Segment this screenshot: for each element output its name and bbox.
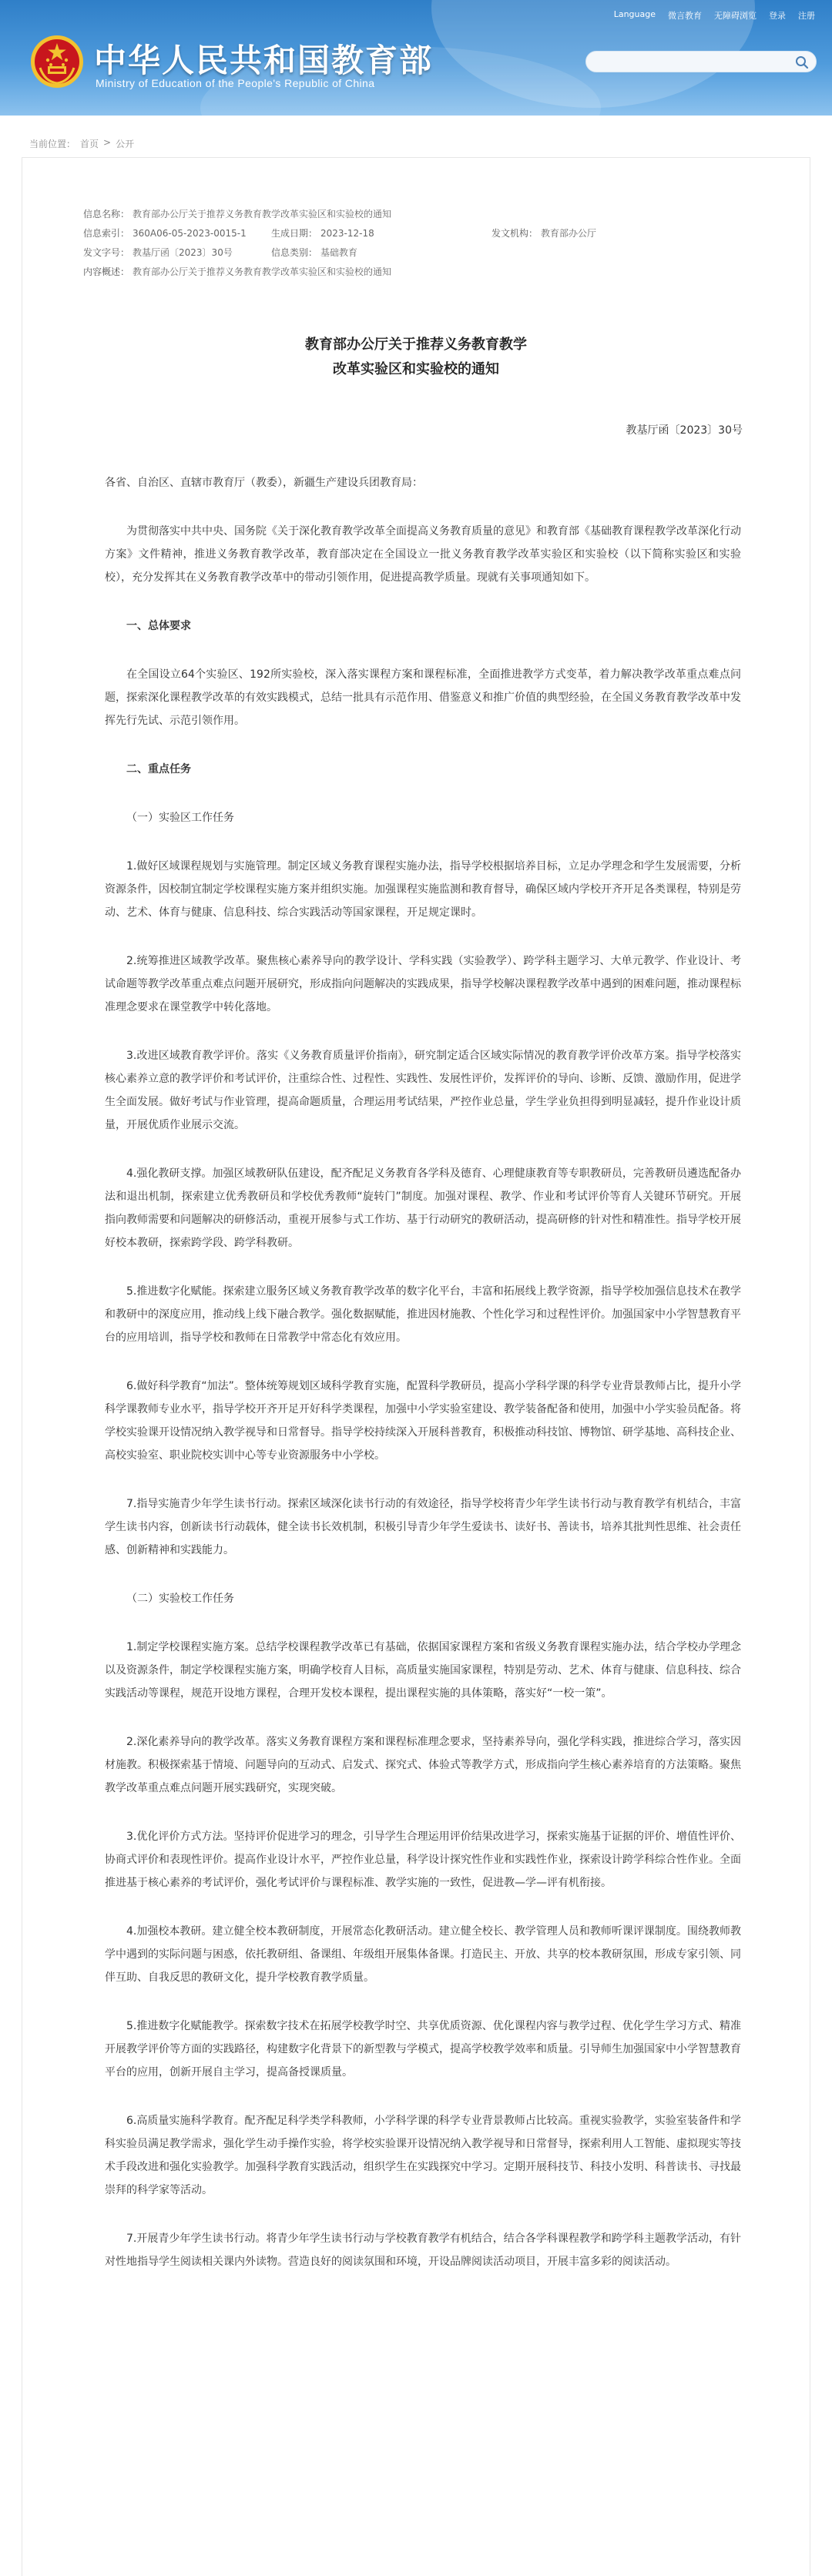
top-links	[614, 9, 815, 22]
section-heading: 一、总体要求	[126, 620, 191, 632]
document-body	[105, 471, 741, 2299]
document-metadata	[83, 205, 761, 282]
paragraph: 7.指导实施青少年学生读书行动。探索区域深化读书行动的有效途径，指导学校将青少年学生读书行动与教育教学有机结合，丰富学生读书内容，创新读书行动载体，健全读书长效机制，积极引导青少年学生爱读书、读好书、善读书，培养其批判性思维、社会责任感、创新精神和实践能力。	[105, 1498, 741, 1556]
search-input[interactable]	[585, 51, 817, 72]
document-title-line: 改革实验区和实验校的通知	[333, 361, 499, 377]
site-header	[0, 0, 832, 116]
breadcrumb	[29, 137, 134, 150]
meta-row	[83, 243, 761, 263]
paragraph: 1.做好区域课程规划与实施管理。制定区域义务教育课程实施办法，指导学校根据培养目标，立足办学理念和学生发展需要，分析资源条件，因校制宜制定学校课程实施方案并组织实施。加强课程实施监测和教育督导，确保区域内学校开齐开足各类课程，特别是劳动、艺术、体育与健康、信息科技、综合实践活动等国家课程，开足规定课时。	[105, 860, 741, 919]
meta-label: 发文机构：	[491, 228, 538, 239]
paragraph: 4.加强校本教研。建立健全校本教研制度，开展常态化教研活动。建立健全校长、教学管理人员和教师听课评课制度。围绕教师教学中遇到的实际问题与困惑，依托教研组、备课组、年级组开展集体备课。打造民主、开放、共享的校本教研氛围，形成专家引领、同伴互助、自我反思的教研文化，提升学校教育教学质量。	[105, 1925, 741, 1984]
site-title[interactable]: 中华人民共和国教育部	[94, 42, 434, 79]
paragraph: 3.改进区域教育教学评价。落实《义务教育质量评价指南》，研究制定适合区域实际情况的教育教学评价改革方案。指导学校落实核心素养立意的教学评价和考试评价，注重综合性、过程性、实践性、发展性评价，发挥评价的导向、诊断、反馈、激励作用，促进学生全面发展。做好考试与作业管理，提高命题质量，合理运用考试结果，严控作业总量，学生学业负担得到明显减轻，提升作业设计质量，开展优质作业展示交流。	[105, 1050, 741, 1131]
paragraph: 2.深化素养导向的教学改革。落实义务教育课程方案和课程标准理念要求，坚持素养导向，强化学科实践，推进综合学习，落实因材施教。积极探索基于情境、问题导向的互动式、启发式、探究式、体验式等教学方式，形成指向学生核心素养培育的方法策略。聚焦教学改革重点难点问题开展实践研究，实现突破。	[105, 1736, 741, 1794]
paragraph: 6.高质量实施科学教育。配齐配足科学类学科教师，小学科学课的科学专业背景教师占比较高。重视实验教学，实验室装备件和学科实验员满足教学需求，强化学生动手操作实验，将学校实验课开设情况纳入教学视导和日常督导，探索利用人工智能、虚拟现实等技术手段改进和强化实验教学。加强科学教育实践活动，组织学生在实践探究中学习。定期开展科技节、科技小发明、科普读书、寻找最崇拜的科学家等活动。	[105, 2115, 741, 2196]
national-emblem-icon[interactable]	[29, 34, 85, 89]
search-icon[interactable]	[794, 55, 810, 70]
subsection-heading: （一）实验区工作任务	[126, 812, 234, 824]
meta-label: 内容概述：	[83, 266, 130, 277]
document-title-line: 教育部办公厅关于推荐义务教育教学	[305, 337, 527, 353]
paragraph: 5.推进数字化赋能教学。探索数字技术在拓展学校教学时空、共享优质资源、优化课程内容与教学过程、优化学生学习方式、精准开展教学评价等方面的实践路径，构建数字化背景下的新型教与学模式，提高学校教学效率和质量。引导师生加强国家中小学智慧教育平台的应用，创新开展自主学习，提高备授课质量。	[105, 2020, 741, 2079]
meta-row	[83, 263, 761, 282]
meta-org: 教育部办公厅	[541, 228, 597, 239]
meta-label: 信息索引：	[83, 228, 130, 239]
breadcrumb-separator: >	[103, 137, 112, 148]
language-link[interactable]: Language	[613, 9, 656, 19]
paragraph: 4.强化教研支撑。加强区域教研队伍建设，配齐配足义务教育各学科及德育、心理健康教育等专职教研员，完善教研员遴选配备办法和退出机制，探索建立优秀教研员和学校优秀教师“旋转门”制度。加强对课程、教学、作业和考试评价等育人关键环节研究。开展指向教师需要和问题解决的研修活动，重视开展参与式工作坊、基于行动研究的教研活动，提高研修的针对性和精准性。指导学校开展好校本教研，探索跨学段、跨学科教研。	[105, 1167, 741, 1249]
meta-category: 基础教育	[320, 247, 358, 258]
meta-label: 生成日期：	[271, 228, 318, 239]
breadcrumb-home[interactable]: 首页	[80, 139, 99, 149]
paragraph: 在全国设立64个实验区、192所实验校，深入落实课程方案和课程标准，全面推进教学方式变革，着力解决教学改革重点难点问题，探索深化课程教学改革的有效实践模式，总结一批具有示范作用、借鉴意义和推广价值的典型经验，在全国义务教育教学改革中发挥先行先试、示范引领作用。	[105, 668, 741, 727]
section-heading: 二、重点任务	[126, 763, 191, 775]
paragraph: 2.统筹推进区域教学改革。聚焦核心素养导向的教学设计、学科实践（实验教学）、跨学科主题学习、大单元教学、作业设计、考试命题等教学改革重点难点问题开展研究，形成指向问题解决的实践成果，指导学校解决课程教学改革中遇到的困难问题，推动课程标准理念要求在课堂教学中转化落地。	[105, 955, 741, 1013]
breadcrumb-label: 当前位置：	[29, 139, 76, 149]
salutation: 各省、自治区、直辖市教育厅（教委），新疆生产建设兵团教育局：	[105, 477, 423, 489]
document-title	[0, 333, 832, 382]
meta-summary: 教育部办公厅关于推荐义务教育教学改革实验区和实验校的通知	[133, 266, 392, 277]
meta-row	[83, 205, 761, 224]
meta-doc-number: 教基厅函〔2023〕30号	[133, 247, 233, 258]
meta-date: 2023-12-18	[320, 228, 374, 239]
breadcrumb-current[interactable]: 公开	[116, 139, 135, 149]
register-link[interactable]: 注册	[798, 11, 815, 21]
paragraph: 6.做好科学教育“加法”。整体统筹规划区域科学教育实施，配置科学教研员，提高小学科学课的科学专业背景教师占比，提升小学科学课教师专业水平，指导学校开齐开足开好科学类课程，加强中小学实验室建设、教学装备配备和使用，加强中小学实验员配备。将学校实验课开设情况纳入教学视导和日常督导。指导学校持续深入开展科普教育，积极推动科技馆、博物馆、研学基地、高科技企业、高校实验室、职业院校实训中心等专业资源服务中小学校。	[105, 1380, 741, 1462]
paragraph: 3.优化评价方式方法。坚持评价促进学习的理念，引导学生合理运用评价结果改进学习，探索实施基于证据的评价、增值性评价、协商式评价和表现性评价。提高作业设计水平，严控作业总量，科学设计探究性作业和实践性作业，探索设计跨学科综合性作业。全面推进基于核心素养的考试评价，强化考试评价与课程标准、教学实施的一致性，促进教—学—评有机衔接。	[105, 1831, 741, 1889]
meta-label: 信息类别：	[271, 247, 318, 258]
paragraph: 1.制定学校课程实施方案。总结学校课程教学改革已有基础，依据国家课程方案和省级义务教育课程实施办法，结合学校办学理念以及资源条件，制定学校课程实施方案，明确学校育人目标，高质量实施国家课程，特别是劳动、艺术、体育与健康、信息科技、综合实践活动等课程，规范开设地方课程，合理开发校本课程，提出课程实施的具体策略，落实好“一校一策”。	[105, 1641, 741, 1700]
subsection-heading: （二）实验校工作任务	[126, 1593, 234, 1605]
accessibility-link[interactable]: 无障碍浏览	[714, 11, 757, 21]
meta-info-name: 教育部办公厅关于推荐义务教育教学改革实验区和实验校的通知	[133, 209, 392, 219]
meta-label: 发文字号：	[83, 247, 130, 258]
paragraph: 5.推进数字化赋能。探索建立服务区域义务教育教学改革的数字化平台，丰富和拓展线上教学资源，指导学校加强信息技术在教学和教研中的深度应用，推动线上线下融合教学。强化数据赋能，推进因材施教、个性化学习和过程性评价。加强国家中小学智慧教育平台的应用培训，指导学校和教师在日常教学中常态化有效应用。	[105, 1285, 741, 1344]
document-number: 教基厅函〔2023〕30号	[626, 424, 743, 437]
meta-label: 信息名称：	[83, 209, 130, 219]
login-link[interactable]: 登录	[769, 11, 786, 21]
intro-paragraph: 为贯彻落实中共中央、国务院《关于深化教育教学改革全面提高义务教育质量的意见》和教育部《基础教育课程教学改革深化行动方案》文件精神，推进义务教育教学改革，教育部决定在全国设立一批义务教育教学改革实验区和实验校（以下简称实验区和实验校），充分发挥其在义务教育教学改革中的带动引领作用，促进提高教学质量。现就有关事项通知如下。	[105, 525, 741, 584]
weiyan-link[interactable]: 微言教育	[668, 11, 702, 21]
meta-index: 360A06-05-2023-0015-1	[133, 228, 247, 239]
meta-row	[83, 224, 761, 243]
site-subtitle: Ministry of Education of the People's Republic of China	[96, 77, 375, 89]
paragraph: 7.开展青少年学生读书行动。将青少年学生读书行动与学校教育教学有机结合，结合各学科课程教学和跨学科主题教学活动，有针对性地指导学生阅读相关课内外读物。营造良好的阅读氛围和环境，开设品牌阅读活动项目，开展丰富多彩的阅读活动。	[105, 2233, 741, 2268]
